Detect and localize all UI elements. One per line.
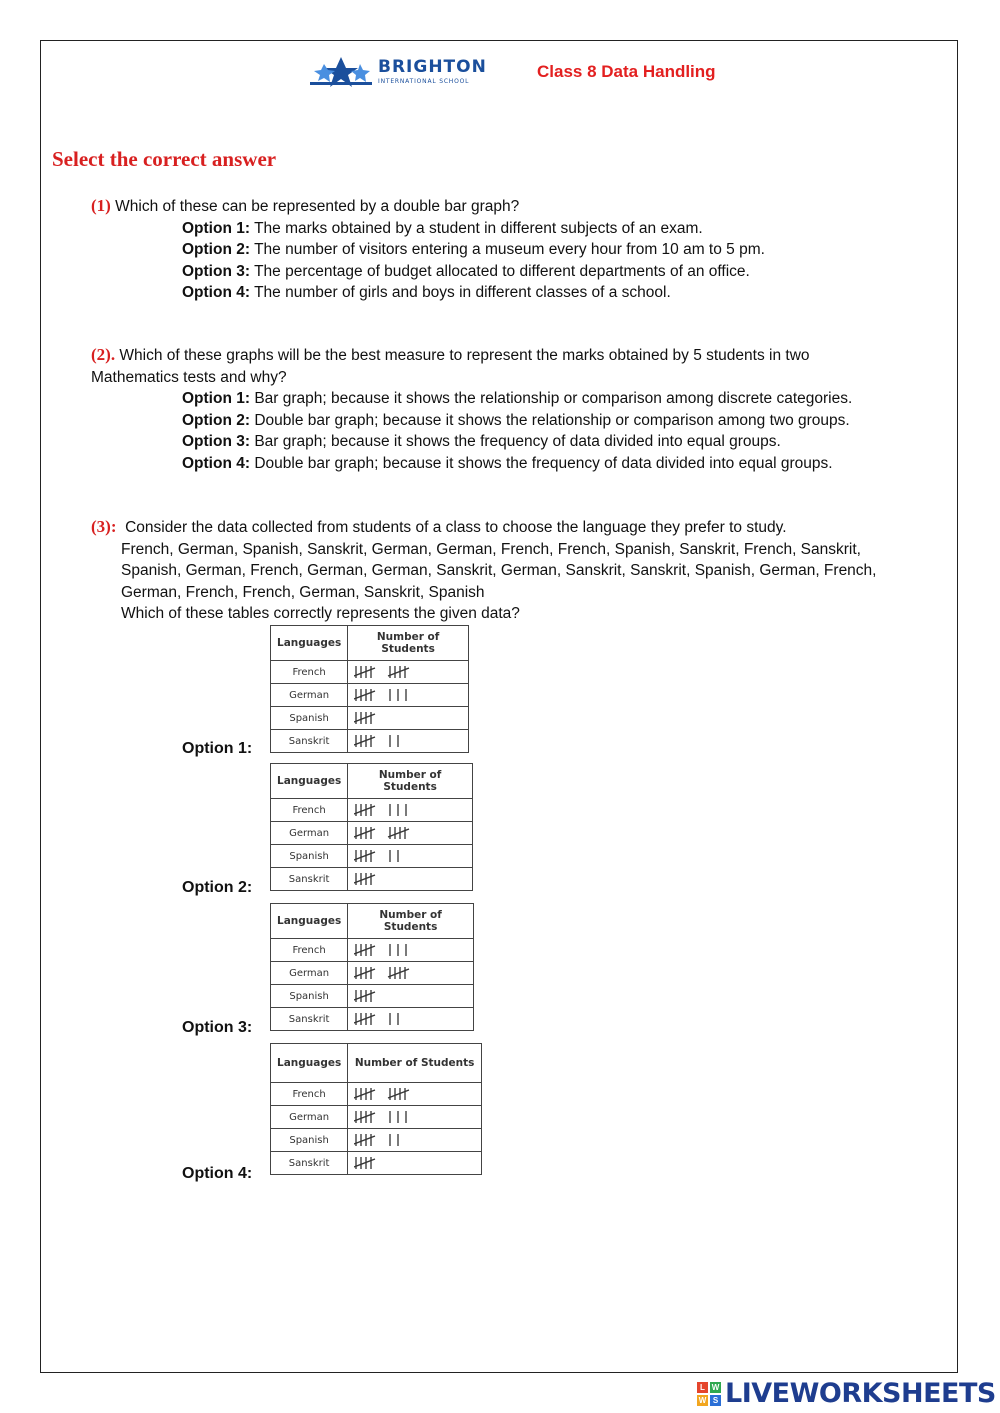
tally-cell bbox=[348, 1083, 482, 1106]
tally-stroke bbox=[354, 992, 375, 1000]
tally-stroke bbox=[354, 875, 375, 883]
table-row bbox=[271, 845, 473, 868]
language-cell: German bbox=[271, 684, 348, 707]
tally-stroke bbox=[354, 852, 375, 860]
tally-marks-icon bbox=[354, 1155, 394, 1171]
tally-stroke bbox=[354, 829, 375, 837]
header-number-of-students: Number of Students bbox=[348, 904, 474, 939]
question-1 bbox=[91, 195, 765, 304]
option-label: Option 3: bbox=[182, 433, 251, 451]
tally-stroke bbox=[354, 714, 375, 722]
tally-stroke bbox=[354, 1090, 375, 1098]
option-text: Bar graph; because it shows the frequency of data divided into equal groups. bbox=[254, 433, 781, 451]
tally-marks-icon bbox=[354, 664, 428, 680]
star-logo-icon bbox=[310, 56, 372, 88]
tally-marks-icon bbox=[354, 687, 418, 703]
table-row bbox=[271, 730, 469, 753]
tally-marks-icon bbox=[354, 988, 394, 1004]
question-number: (1) bbox=[91, 196, 111, 215]
table-row bbox=[271, 985, 474, 1008]
table-row bbox=[271, 1008, 474, 1031]
tally-stroke bbox=[388, 668, 409, 676]
logo-block: W bbox=[698, 1395, 707, 1405]
header-number-of-students: Number of Students bbox=[348, 764, 473, 799]
option-2-label[interactable]: Option 2: bbox=[182, 879, 253, 896]
school-name: BRIGHTON bbox=[378, 57, 487, 77]
option-1-table[interactable] bbox=[270, 625, 469, 753]
liveworksheets-logo-icon bbox=[697, 1382, 721, 1406]
header-languages: Languages bbox=[271, 764, 348, 799]
language-cell: Spanish bbox=[271, 1129, 348, 1152]
table-row bbox=[271, 868, 473, 891]
language-cell: Spanish bbox=[271, 985, 348, 1008]
tally-cell bbox=[348, 707, 469, 730]
language-cell: Spanish bbox=[271, 845, 348, 868]
option-item[interactable] bbox=[91, 239, 765, 261]
language-cell: Spanish bbox=[271, 707, 348, 730]
liveworksheets-footer bbox=[697, 1378, 996, 1409]
language-cell: Sanskrit bbox=[271, 1152, 348, 1175]
tally-cell bbox=[348, 1106, 482, 1129]
option-label: Option 3: bbox=[182, 262, 251, 280]
language-cell: German bbox=[271, 822, 348, 845]
table-row bbox=[271, 962, 474, 985]
tally-stroke bbox=[354, 1015, 375, 1023]
language-cell: French bbox=[271, 939, 348, 962]
tally-stroke bbox=[354, 737, 375, 745]
data-line: German, French, French, German, Sanskrit, Spanish bbox=[121, 583, 485, 601]
table-row bbox=[271, 684, 469, 707]
tally-stroke bbox=[388, 829, 409, 837]
logo-block: W bbox=[711, 1382, 720, 1392]
tally-stroke bbox=[354, 1159, 375, 1167]
tally-stroke bbox=[388, 969, 409, 977]
header-languages: Languages bbox=[271, 626, 348, 661]
option-label: Option 4: bbox=[182, 454, 251, 472]
option-label: Option 2: bbox=[182, 241, 251, 259]
option-label: Option 1: bbox=[182, 219, 251, 237]
tally-stroke bbox=[354, 1113, 375, 1121]
table-row bbox=[271, 707, 469, 730]
option-text: Double bar graph; because it shows the relationship or comparison among two groups. bbox=[254, 411, 850, 429]
header-number-of-students: Number of Students bbox=[348, 626, 469, 661]
table-row bbox=[271, 1129, 482, 1152]
question-3 bbox=[91, 516, 876, 625]
language-cell: Sanskrit bbox=[271, 1008, 348, 1031]
option-1-label[interactable]: Option 1: bbox=[182, 740, 253, 757]
option-text: Double bar graph; because it shows the frequency of data divided into equal groups. bbox=[254, 454, 833, 472]
option-label: Option 2: bbox=[182, 411, 251, 429]
tally-marks-icon bbox=[354, 802, 418, 818]
option-text: The marks obtained by a student in different subjects of an exam. bbox=[254, 219, 703, 237]
language-cell: French bbox=[271, 799, 348, 822]
option-text: The number of visitors entering a museum every hour from 10 am to 5 pm. bbox=[254, 241, 765, 259]
tally-marks-icon bbox=[354, 1109, 418, 1125]
tally-cell bbox=[348, 822, 473, 845]
liveworksheets-brand: LIVEWORKSHEETS bbox=[725, 1378, 996, 1409]
logo-block: L bbox=[697, 1382, 708, 1393]
option-item[interactable] bbox=[91, 410, 852, 432]
option-text: The percentage of budget allocated to different departments of an office. bbox=[254, 262, 750, 280]
question-text: Consider the data collected from students of a class to choose the language they prefer to study. bbox=[125, 519, 787, 536]
tally-marks-icon bbox=[354, 1132, 410, 1148]
table-row bbox=[271, 1106, 482, 1129]
option-item[interactable] bbox=[91, 218, 765, 240]
option-2-table[interactable] bbox=[270, 763, 473, 891]
table-row bbox=[271, 661, 469, 684]
tally-marks-icon bbox=[354, 825, 428, 841]
tally-cell bbox=[348, 939, 474, 962]
tally-stroke bbox=[354, 806, 375, 814]
question-text-continued: Mathematics tests and why? bbox=[91, 368, 287, 386]
option-3-table[interactable] bbox=[270, 903, 474, 1031]
table-row bbox=[271, 1152, 482, 1175]
language-cell: French bbox=[271, 1083, 348, 1106]
option-text: The number of girls and boys in different classes of a school. bbox=[254, 284, 671, 302]
tally-cell bbox=[348, 985, 474, 1008]
tally-marks-icon bbox=[354, 848, 410, 864]
tally-marks-icon bbox=[354, 1086, 428, 1102]
language-cell: German bbox=[271, 1106, 348, 1129]
option-item[interactable] bbox=[91, 431, 852, 453]
header-languages: Languages bbox=[271, 904, 348, 939]
option-item[interactable] bbox=[91, 261, 765, 283]
tally-stroke bbox=[354, 946, 375, 954]
tally-cell bbox=[348, 730, 469, 753]
school-header bbox=[310, 54, 487, 90]
table-row bbox=[271, 1083, 482, 1106]
header-languages: Languages bbox=[271, 1044, 348, 1083]
language-cell: Sanskrit bbox=[271, 730, 348, 753]
question-number: (2). bbox=[91, 345, 116, 364]
language-cell: Sanskrit bbox=[271, 868, 348, 891]
data-line: Spanish, German, French, German, German, Sanskrit, German, Sanskrit, Sanskrit, Spanish, German, French, bbox=[121, 562, 877, 580]
tally-stroke bbox=[388, 1090, 409, 1098]
option-4-table[interactable] bbox=[270, 1043, 482, 1175]
tally-marks-icon bbox=[354, 965, 428, 981]
worksheet-title: Class 8 Data Handling bbox=[537, 62, 716, 81]
tally-cell bbox=[348, 962, 474, 985]
question-text: Which of these can be represented by a double bar graph? bbox=[115, 198, 520, 215]
language-cell: German bbox=[271, 962, 348, 985]
option-text: Bar graph; because it shows the relationship or comparison among discrete categories. bbox=[254, 390, 853, 408]
tally-cell bbox=[348, 661, 469, 684]
table-row bbox=[271, 822, 473, 845]
option-item[interactable] bbox=[91, 282, 765, 304]
tally-marks-icon bbox=[354, 1011, 410, 1027]
tally-cell bbox=[348, 799, 473, 822]
question-number: (3): bbox=[91, 517, 117, 536]
school-logo bbox=[310, 56, 487, 88]
tally-marks-icon bbox=[354, 871, 394, 887]
tally-marks-icon bbox=[354, 942, 418, 958]
logo-block: S bbox=[710, 1395, 721, 1406]
tally-stroke bbox=[354, 969, 375, 977]
option-item[interactable] bbox=[91, 453, 852, 475]
school-subtitle: INTERNATIONAL SCHOOL bbox=[378, 78, 470, 85]
question-text: Which of these graphs will be the best measure to represent the marks obtained by 5 students in two bbox=[119, 347, 810, 364]
option-3-label[interactable]: Option 3: bbox=[182, 1019, 253, 1036]
question-2 bbox=[91, 344, 852, 475]
tally-stroke bbox=[354, 668, 375, 676]
table-row bbox=[271, 939, 474, 962]
language-cell: French bbox=[271, 661, 348, 684]
table-row bbox=[271, 799, 473, 822]
question-prompt: Which of these tables correctly represents the given data? bbox=[121, 605, 520, 623]
tally-marks-icon bbox=[354, 733, 410, 749]
header-number-of-students: Number of Students bbox=[348, 1044, 482, 1083]
tally-cell bbox=[348, 1008, 474, 1031]
option-4-label[interactable]: Option 4: bbox=[182, 1165, 253, 1182]
data-line: French, German, Spanish, Sanskrit, German, German, French, French, Spanish, Sanskrit, French, Sanskrit, bbox=[121, 540, 861, 558]
tally-cell bbox=[348, 684, 469, 707]
option-label: Option 4: bbox=[182, 284, 251, 302]
tally-cell bbox=[348, 1152, 482, 1175]
tally-stroke bbox=[354, 1136, 375, 1144]
tally-cell bbox=[348, 1129, 482, 1152]
tally-cell bbox=[348, 868, 473, 891]
option-label: Option 1: bbox=[182, 390, 251, 408]
tally-marks-icon bbox=[354, 710, 394, 726]
option-item[interactable] bbox=[91, 388, 852, 410]
tally-stroke bbox=[354, 691, 375, 699]
tally-cell bbox=[348, 845, 473, 868]
section-heading: Select the correct answer bbox=[52, 147, 277, 171]
